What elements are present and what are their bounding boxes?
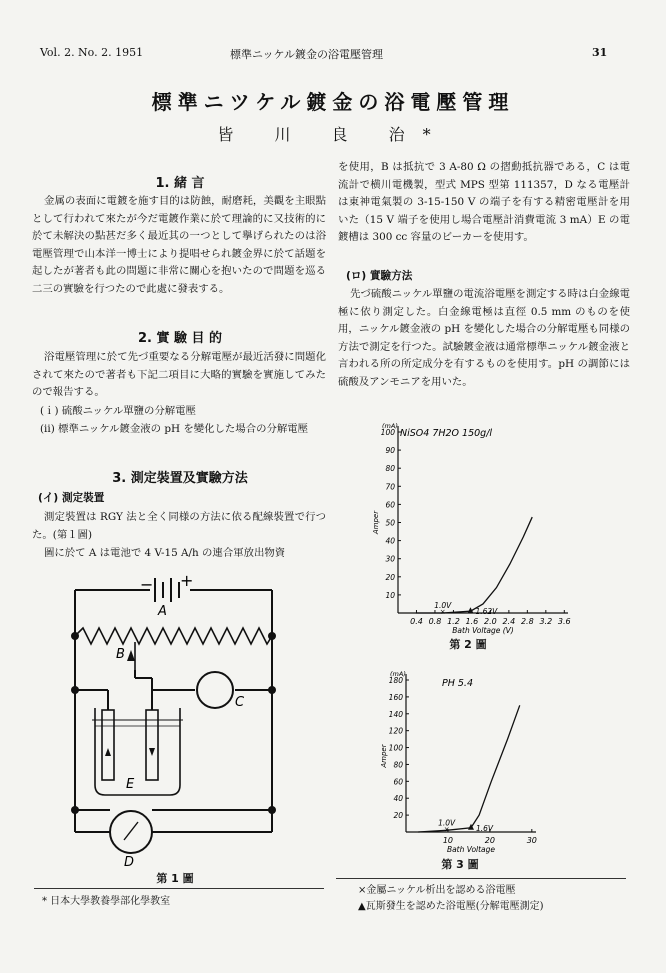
y-axis-label: Amper <box>372 510 380 535</box>
section-heading-3: 3. 測定裝置及實驗方法 <box>112 471 248 486</box>
x-tick-label: 0.8 <box>428 617 442 626</box>
y-tick-label: 60 <box>393 777 403 787</box>
x-tick-label: 30 <box>526 836 537 845</box>
apparatus-text: 測定裝置は RGY 法と全く同様の方法に依る配線裝置で行つた。(第１圖) <box>32 511 326 541</box>
x-tick-label: 2.8 <box>520 617 534 626</box>
x-tick-label: 2.0 <box>484 617 497 626</box>
list-item-1: (ｉ) 硫酸ニッケル單鹽の分解電壓 <box>40 405 196 417</box>
y-unit-label: (mA) <box>390 670 406 678</box>
ammeter-c <box>197 672 233 708</box>
y-unit-label: (mA) <box>382 422 398 430</box>
point-marker-x: × <box>439 608 446 616</box>
x-tick-label: 3.6 <box>557 617 571 626</box>
y-tick-label: 40 <box>385 536 395 546</box>
figure-3-caption: 第 3 圖 <box>441 858 479 871</box>
article-title: 標準ニツケル鍍金の浴電壓管理 <box>151 90 515 114</box>
series-line <box>416 517 532 613</box>
figure-1-caption: 第 1 圖 <box>156 872 194 885</box>
y-tick-label: 50 <box>385 518 395 528</box>
x-tick-label: 0.4 <box>410 617 423 626</box>
battery-minus-label: − <box>140 575 154 594</box>
legend-rule <box>336 878 626 879</box>
resistor-coil <box>75 628 272 644</box>
figure-2-chart <box>348 418 588 640</box>
y-tick-label: 20 <box>393 811 403 821</box>
legend-gas: ▲瓦斯發生を認めた浴電壓(分解電壓測定) <box>358 901 544 912</box>
y-axis-label: Amper <box>380 744 388 768</box>
figure-3-chart <box>360 666 560 858</box>
battery-plus-label: + <box>180 571 194 590</box>
y-tick-label: 180 <box>388 676 403 685</box>
x-tick-label: 1.6 <box>465 617 479 626</box>
x-tick-label: 1.2 <box>447 617 460 626</box>
x-tick-label: 3.2 <box>539 617 553 626</box>
footnote: * 日本大學教養學部化學教室 <box>42 896 171 907</box>
page-number: 31 <box>592 46 608 59</box>
apparatus-text-2: 圖に於て A は電池で 4 V-15 A/h の連合軍放出物資 <box>44 547 286 559</box>
label-a: A <box>158 604 167 619</box>
apparatus-text-continued: を使用，B は抵抗で 3 A-80 Ω の摺動抵抗器である，C は電流計で横川電機製，型式 MPS 型第 111357，D なる電壓計は東神電氣製の 3-15-150 V の端子を有する精密電壓計を用いた（15 V 端子を使用し場合電壓計消費電流 3 mA）E の電鍍槽は 300 cc 容量のビーカーを使用す。 <box>338 161 630 244</box>
x-tick-label: 2.4 <box>502 617 516 626</box>
author-name: 皆 川 良 治* <box>217 125 449 144</box>
y-tick-label: 80 <box>393 760 403 770</box>
point-marker-x: × <box>443 825 450 834</box>
section-text-1: 金属の表面に電鍍を施す目的は防蝕，耐磨耗，美觀を主眼點として行われて來たが今だ電鍍作業に於て理論的に又技術的に於て未解決の點甚だ多く最近其の一つとして擧げられたのは浴電壓管理で山本洋一博士により提唱せられ鍍金界に於て話題を起したが著者も此の問題に非常に關心を抱いたので問題を巡る二三の實驗を行つたので此處に發表する。 <box>32 195 326 295</box>
label-c: C <box>235 695 245 710</box>
label-d: D <box>124 855 135 870</box>
series-line <box>418 705 520 832</box>
figure-2-caption: 第 2 圖 <box>449 638 487 651</box>
y-tick-label: 90 <box>385 446 395 456</box>
section-heading-1: 1. 緒 言 <box>155 176 205 191</box>
section-text-2: 浴電壓管理に於て先づ重要なる分解電壓が最近活發に問題化されて來たので著者も下記二項目に大略的實驗を實施してみたので報告する。 <box>32 351 326 399</box>
running-title: 標準ニッケル鍍金の浴電壓管理 <box>230 48 384 61</box>
footnote-rule <box>34 888 324 889</box>
subheading-apparatus: (イ) 測定裝置 <box>38 492 105 504</box>
y-tick-label: 10 <box>385 590 395 600</box>
section-heading-2: 2. 實 驗 目 的 <box>137 331 223 346</box>
chart-title: PH 5.4 <box>442 678 474 689</box>
y-tick-label: 160 <box>388 692 403 702</box>
subheading-method: (ロ) 實驗方法 <box>346 270 413 282</box>
volume-info: Vol. 2. No. 2. 1951 <box>40 46 144 59</box>
annotation-label: 1.6V <box>476 823 494 833</box>
y-tick-label: 40 <box>393 794 403 804</box>
method-text: 先づ硫酸ニッケル單鹽の電流浴電壓を測定する時は白金線電極に依り測定した。白金線電極は直徑 0.5 mm のものを使用，ニッケル鍍金液の pH を變化した場合の分解電壓も同様の方法で測定を行つた。試驗鍍金液は通常標準ニッケル鍍金液と言われる所の所定成分を有するものを使用す。pH の調節には硫酸及アンモニアを用いた。 <box>338 288 630 388</box>
list-item-2: (ii) 標準ニッケル鍍金液の pH を變化した場合の分解電壓 <box>40 423 309 435</box>
y-tick-label: 70 <box>385 482 395 492</box>
y-tick-label: 100 <box>380 428 395 437</box>
y-tick-label: 140 <box>388 709 403 719</box>
y-tick-label: 30 <box>385 554 395 564</box>
chart-title: NiSO4 7H2O 150g/l <box>400 428 493 439</box>
label-e: E <box>126 777 135 792</box>
annotation-label: 1.0V <box>438 818 456 828</box>
y-tick-label: 80 <box>385 464 395 474</box>
annotation-label: 1.0V <box>434 601 452 610</box>
x-tick-label: 20 <box>484 836 495 845</box>
figure-1-circuit <box>40 570 310 870</box>
y-tick-label: 100 <box>388 743 403 753</box>
x-axis-label: Bath Voltage (V) <box>452 626 514 635</box>
label-b: B <box>116 647 125 662</box>
y-tick-label: 120 <box>388 726 403 736</box>
legend-deposition: ×金屬ニッケル析出を認める浴電壓 <box>358 885 516 896</box>
y-tick-label: 60 <box>385 500 395 510</box>
y-tick-label: 20 <box>385 572 395 582</box>
x-tick-label: 10 <box>442 836 454 845</box>
x-axis-label: Bath Voltage <box>446 845 496 854</box>
annotation-label: 1.62V <box>475 607 498 617</box>
